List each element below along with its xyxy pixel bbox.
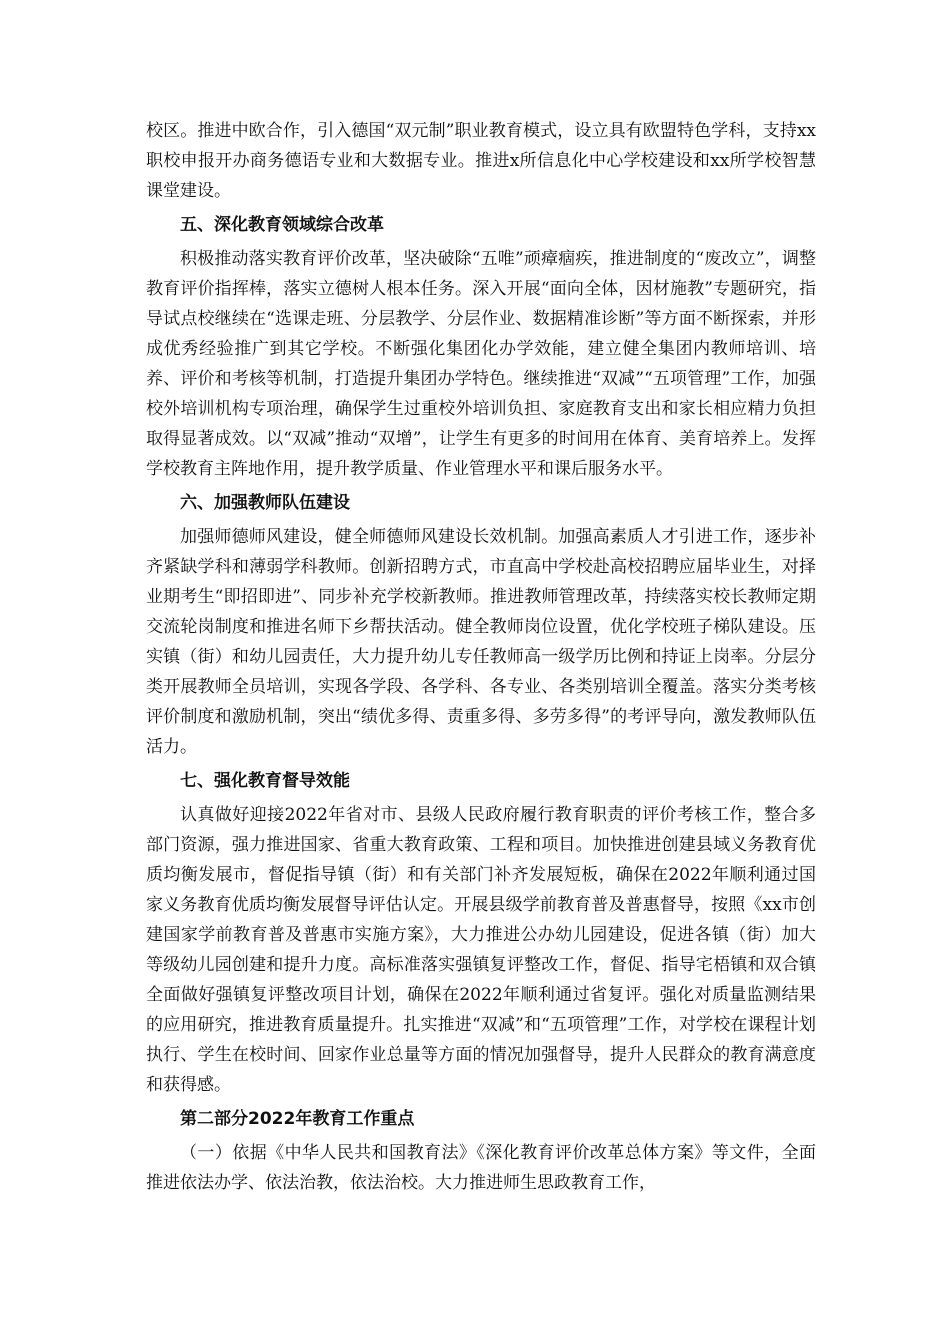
paragraph-continued: 校区。推进中欧合作，引入德国“双元制”职业教育模式，设立具有欧盟特色学科，支持xx职校申报开办商务德语专业和大数据专业。推进x所信息化中心学校建设和xx所学校智慧课堂建设。 <box>146 121 816 201</box>
section-heading-6: 六、加强教师队伍建设 <box>180 493 350 513</box>
paragraph-part-two-item-1: （一）依据《中华人民共和国教育法》《深化教育评价改革总体方案》等文件，全面推进依法办学、依法治教，依法治校。大力推进师生思政教育工作， <box>146 1143 816 1193</box>
paragraph-reform: 积极推动落实教育评价改革，坚决破除“五唯”顽瘴痼疾，推进制度的“废改立”，调整教育评价指挥棒，落实立德树人根本任务。深入开展“面向全体，因材施教”专题研究，指导试点校继续在“选课走班、分层教学、分层作业、数据精准诊断”等方面不断探索，并形成优秀经验推广到其它学校。不断强化集团化办学效能，建立健全集团内教师培训、培养、评价和考核等机制，打造提升集团办学特色。继续推进“双减”“五项管理”工作，加强校外培训机构专项治理，确保学生过重校外培训负担、家庭教育支出和家长相应精力负担取得显著成效。以“双减”推动“双增”，让学生有更多的时间用在体育、美育培养上。发挥学校教育主阵地作用，提升教学质量、作业管理水平和课后服务水平。 <box>146 249 816 479</box>
part-two-heading: 第二部分2022年教育工作重点 <box>180 1109 415 1129</box>
paragraph-supervision: 认真做好迎接2022年省对市、县级人民政府履行教育职责的评价考核工作，整合多部门资源，强力推进国家、省重大教育政策、工程和项目。加快推进创建县域义务教育优质均衡发展市，督促指导镇（街）和有关部门补齐发展短板，确保在2022年顺利通过国家义务教育优质均衡发展督导评估认定。开展县级学前教育普及普惠督导，按照《xx市创建国家学前教育普及普惠市实施方案》，大力推进公办幼儿园建设，促进各镇（街）加大等级幼儿园创建和提升力度。高标准落实强镇复评整改工作，督促、指导宅梧镇和双合镇全面做好强镇复评整改项目计划，确保在2022年顺利通过省复评。强化对质量监测结果的应用研究，推进教育质量提升。扎实推进“双减”和“五项管理”工作，对学校在课程计划执行、学生在校时间、回家作业总量等方面的情况加强督导，提升人民群众的教育满意度和获得感。 <box>146 805 816 1095</box>
document-body <box>146 116 816 1198</box>
section-heading-7: 七、强化教育督导效能 <box>180 771 350 791</box>
paragraph-teachers: 加强师德师风建设，健全师德师风建设长效机制。加强高素质人才引进工作，逐步补齐紧缺学科和薄弱学科教师。创新招聘方式，市直高中学校赴高校招聘应届毕业生，对择业期考生“即招即进”、同步补充学校新教师。推进教师管理改革，持续落实校长教师定期交流轮岗制度和推进名师下乡帮扶活动。健全教师岗位设置，优化学校班子梯队建设。压实镇（街）和幼儿园责任，大力提升幼儿专任教师高一级学历比例和持证上岗率。分层分类开展教师全员培训，实现各学段、各学科、各专业、各类别培训全覆盖。落实分类考核评价制度和激励机制，突出“绩优多得、责重多得、多劳多得”的考评导向，激发教师队伍活力。 <box>146 527 816 757</box>
section-heading-5: 五、深化教育领域综合改革 <box>180 215 384 235</box>
